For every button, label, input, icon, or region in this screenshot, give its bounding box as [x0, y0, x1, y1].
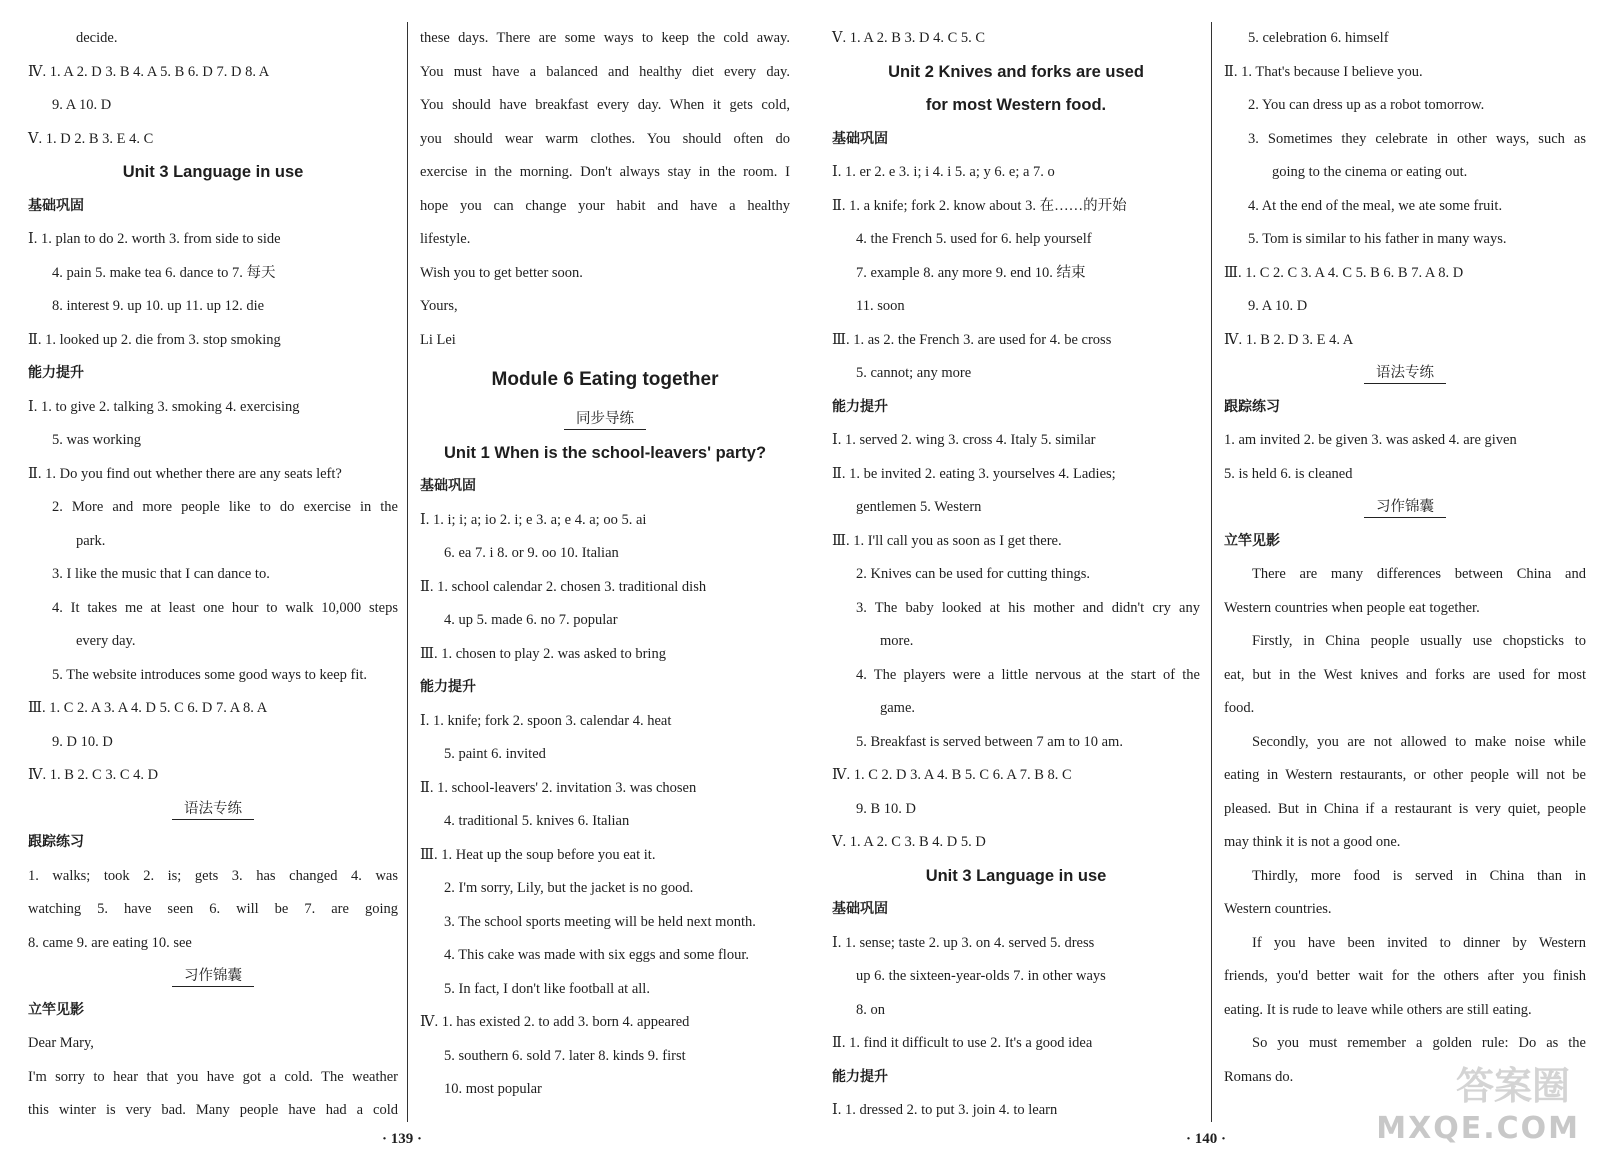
section-label: 能力提升 [832, 1068, 888, 1085]
text-line: Thirdly, more food is served in China than in [1252, 867, 1586, 884]
text-line: Ⅴ. 1. A 2. B 3. D 4. C 5. C [832, 30, 986, 46]
text-line: more. [880, 633, 914, 649]
text-line: Ⅲ. 1. C 2. A 3. A 4. D 5. C 6. D 7. A 8. A [28, 700, 268, 716]
text-line: Ⅱ. 1. That's because I believe you. [1224, 63, 1423, 80]
text-line: eating. It is rude to leave while others are still eating. [1224, 1001, 1532, 1018]
text-line: 5. The website introduces some good ways to keep fit. [52, 666, 368, 683]
text-line: game. [880, 700, 916, 716]
text-line: Ⅰ. 1. plan to do 2. worth 3. from side to side [28, 231, 281, 247]
text-line: 5. was working [52, 432, 142, 448]
text-line: lifestyle. [420, 231, 471, 247]
text-line: eating in Western restaurants, or other people will not be [1224, 767, 1586, 783]
text-line: up 6. the sixteen-year-olds 7. in other ways [856, 968, 1106, 984]
text-line: 10. most popular [444, 1081, 542, 1097]
section-banner [420, 403, 790, 437]
text-line: If you have been invited to dinner by Western [1252, 934, 1586, 951]
text-line: Ⅱ. 1. looked up 2. die from 3. stop smoking [28, 331, 281, 348]
watermark-logo: 答案圈 [1455, 1064, 1570, 1108]
section-banner [28, 960, 398, 994]
text-line: gentlemen 5. Western [856, 499, 982, 515]
section-label: 基础巩固 [28, 197, 84, 214]
text-line: 8. interest 9. up 10. up 11. up 12. die [52, 298, 265, 314]
text-line: Ⅱ. 1. a knife; fork 2. know about 3. 在……的开始 [832, 197, 1127, 214]
text-line: you should wear warm clothes. You should often do [420, 130, 790, 147]
text-line: Ⅰ. 1. sense; taste 2. up 3. on 4. served 5. dress [832, 934, 1095, 951]
section-label: 跟踪练习 [28, 834, 84, 850]
right-page-column-1 [832, 22, 1200, 1128]
text-line: 2. Knives can be used for cutting things. [856, 566, 1090, 582]
text-line: pleased. But in China if a restaurant is very quiet, people [1224, 800, 1586, 817]
text-line: 3. The school sports meeting will be held next month. [444, 913, 756, 930]
text-line: every day. [76, 633, 136, 649]
text-line: Secondly, you are not allowed to make noise while [1252, 733, 1586, 750]
text-line: Ⅰ. 1. knife; fork 2. spoon 3. calendar 4. heat [420, 712, 672, 729]
text-line: 7. example 8. any more 9. end 10. 结束 [856, 264, 1086, 281]
watermark-text: MXQE.COM [1376, 1111, 1580, 1146]
text-line: 4. up 5. made 6. no 7. popular [444, 612, 618, 628]
text-line: Ⅱ. 1. find it difficult to use 2. It's a good idea [832, 1035, 1093, 1051]
unit-heading: Unit 2 Knives and forks are used [888, 62, 1144, 81]
text-line: may think it is not a good one. [1224, 834, 1401, 850]
text-line: Dear Mary, [28, 1035, 94, 1051]
text-line: 5. cannot; any more [856, 365, 972, 381]
text-line: 1. walks; took 2. is; gets 3. has changed 4. was [28, 867, 398, 884]
text-line: eat, but in the West knives and forks are used for most [1224, 666, 1586, 683]
section-label: 能力提升 [28, 365, 84, 381]
text-line: 2. More and more people like to do exercise in the [52, 499, 398, 515]
text-line: 4. pain 5. make tea 6. dance to 7. 每天 [52, 264, 276, 281]
section-label: 能力提升 [420, 679, 476, 695]
text-line: 2. I'm sorry, Lily, but the jacket is no good. [444, 880, 694, 896]
unit-heading: Unit 3 Language in use [122, 163, 304, 181]
section-banner [1224, 357, 1586, 391]
text-line: 4. It takes me at least one hour to walk 10,000 steps [52, 599, 398, 616]
text-line: 9. D 10. D [52, 733, 113, 750]
text-line: decide. [76, 30, 118, 46]
section-banner [1224, 491, 1586, 525]
text-line: Ⅴ. 1. A 2. C 3. B 4. D 5. D [832, 834, 986, 850]
text-line: Western countries. [1224, 901, 1332, 917]
section-banner-label: 语法专练 [1364, 365, 1446, 384]
text-line: Ⅲ. 1. as 2. the French 3. are used for 4. be cross [832, 331, 1112, 348]
text-line: Ⅳ. 1. has existed 2. to add 3. born 4. appeared [420, 1014, 690, 1030]
text-line: 1. am invited 2. be given 3. was asked 4. are given [1224, 432, 1517, 448]
section-banner-label: 语法专练 [172, 801, 254, 820]
text-line: 8. on [856, 1001, 885, 1018]
section-banner-label: 习作锦囊 [1364, 499, 1446, 518]
text-line: exercise in the morning. Don't always stay in the room. I [420, 164, 790, 180]
text-line: Ⅲ. 1. I'll call you as soon as I get there. [832, 532, 1062, 549]
text-line: 4. The players were a little nervous at the start of the [856, 666, 1200, 683]
text-line: 11. soon [856, 298, 905, 314]
text-line: Ⅴ. 1. D 2. B 3. E 4. C [28, 130, 154, 147]
text-line: these days. There are some ways to keep the cold away. [420, 30, 790, 46]
module-heading: Module 6 Eating together [491, 369, 719, 390]
text-line: 5. southern 6. sold 7. later 8. kinds 9. first [444, 1047, 686, 1064]
right-page-column-2 [1224, 22, 1586, 1094]
section-banner-label: 习作锦囊 [172, 968, 254, 987]
text-line: 5. paint 6. invited [444, 746, 546, 762]
text-line: 3. Sometimes they celebrate in other ways, such as [1248, 130, 1586, 147]
text-line: Ⅰ. 1. to give 2. talking 3. smoking 4. exercising [28, 398, 300, 415]
text-line: Ⅲ. 1. chosen to play 2. was asked to bring [420, 645, 666, 662]
text-line: 2. You can dress up as a robot tomorrow. [1248, 97, 1485, 113]
section-banner [28, 793, 398, 827]
text-line: going to the cinema or eating out. [1272, 164, 1468, 180]
text-line: 5. In fact, I don't like football at all. [444, 980, 650, 997]
text-line: Ⅰ. 1. dressed 2. to put 3. join 4. to learn [832, 1102, 1058, 1118]
text-line: friends, you'd better wait for the others after you finish [1224, 968, 1586, 984]
section-label: 立竿见影 [1224, 532, 1280, 549]
text-line: 5. celebration 6. himself [1248, 30, 1389, 46]
text-line: So you must remember a golden rule: Do as the [1252, 1035, 1586, 1051]
left-page-column-1 [28, 22, 398, 1128]
text-line: 5. Breakfast is served between 7 am to 10 am. [856, 733, 1123, 750]
text-line: 5. is held 6. is cleaned [1224, 465, 1353, 482]
text-line: Li Lei [420, 331, 456, 348]
left-page-column-2 [420, 22, 790, 1107]
text-line: 9. A 10. D [1248, 298, 1308, 314]
text-line: this winter is very bad. Many people have had a cold [28, 1102, 398, 1118]
text-line: food. [1224, 700, 1255, 716]
text-line: Ⅱ. 1. school-leavers' 2. invitation 3. was chosen [420, 779, 697, 796]
text-line: 9. B 10. D [856, 800, 917, 817]
section-label: 跟踪练习 [1224, 398, 1280, 415]
text-line: Ⅰ. 1. i; i; a; io 2. i; e 3. a; e 4. a; oo 5. ai [420, 511, 647, 528]
text-line: 4. the French 5. used for 6. help yourself [856, 231, 1092, 247]
unit-heading: Unit 3 Language in use [925, 866, 1107, 885]
text-line: 8. came 9. are eating 10. see [28, 934, 192, 951]
text-line: watching 5. have seen 6. will be 7. are going [28, 901, 398, 917]
text-line: Ⅱ. 1. Do you find out whether there are any seats left? [28, 465, 342, 482]
text-line: You must have a balanced and healthy diet every day. [420, 63, 790, 80]
text-line: Ⅱ. 1. be invited 2. eating 3. yourselves 4. Ladies; [832, 465, 1116, 482]
text-line: 3. I like the music that I can dance to. [52, 566, 270, 582]
column-divider [1211, 22, 1212, 1122]
text-line: Yours, [420, 298, 458, 314]
text-line: I'm sorry to hear that you have got a cold. The weather [28, 1068, 398, 1085]
section-label: 立竿见影 [28, 1001, 84, 1018]
text-line: Western countries when people eat together. [1224, 599, 1480, 616]
text-line: Firstly, in China people usually use chopsticks to [1252, 633, 1586, 649]
text-line: 4. This cake was made with six eggs and some flour. [444, 947, 749, 963]
unit-heading: Unit 1 When is the school-leavers' party? [443, 443, 767, 462]
text-line: 3. The baby looked at his mother and didn't cry any [856, 599, 1200, 616]
section-label: 基础巩固 [832, 130, 888, 147]
text-line: park. [76, 532, 106, 549]
text-line: Ⅳ. 1. B 2. D 3. E 4. A [1224, 331, 1354, 348]
column-divider [407, 22, 408, 1122]
text-line: Ⅰ. 1. er 2. e 3. i; i 4. i 5. a; y 6. e; a 7. o [832, 164, 1055, 180]
text-line: Ⅱ. 1. school calendar 2. chosen 3. traditional dish [420, 578, 707, 595]
page-number-right: · 140 · [1186, 1131, 1227, 1147]
text-line: Ⅲ. 1. Heat up the soup before you eat it. [420, 846, 656, 863]
text-line: hope you can change your habit and have a healthy [420, 197, 790, 214]
text-line: Ⅳ. 1. B 2. C 3. C 4. D [28, 767, 159, 783]
text-line: There are many differences between China and [1252, 566, 1586, 582]
text-line: You should have breakfast every day. When it gets cold, [420, 97, 790, 113]
page-number-left: · 139 · [382, 1131, 423, 1147]
text-line: 4. traditional 5. knives 6. Italian [444, 813, 630, 829]
text-line: Ⅳ. 1. A 2. D 3. B 4. A 5. B 6. D 7. D 8. A [28, 63, 270, 80]
section-label: 基础巩固 [420, 478, 476, 494]
section-banner-label: 同步导练 [564, 411, 646, 430]
text-line: Romans do. [1224, 1068, 1294, 1085]
text-line: 9. A 10. D [52, 97, 112, 113]
text-line: Wish you to get better soon. [420, 264, 583, 281]
text-line: Ⅳ. 1. C 2. D 3. A 4. B 5. C 6. A 7. B 8. C [832, 767, 1072, 783]
text-line: Ⅲ. 1. C 2. C 3. A 4. C 5. B 6. B 7. A 8. D [1224, 264, 1464, 281]
text-line: 4. At the end of the meal, we ate some fruit. [1248, 197, 1503, 214]
text-line: 5. Tom is similar to his father in many ways. [1248, 231, 1507, 247]
text-line: 6. ea 7. i 8. or 9. oo 10. Italian [444, 545, 619, 561]
text-line: Ⅰ. 1. served 2. wing 3. cross 4. Italy 5. similar [832, 432, 1096, 448]
section-label: 能力提升 [832, 398, 888, 415]
section-label: 基础巩固 [832, 901, 888, 917]
unit-heading: for most Western food. [925, 96, 1107, 114]
